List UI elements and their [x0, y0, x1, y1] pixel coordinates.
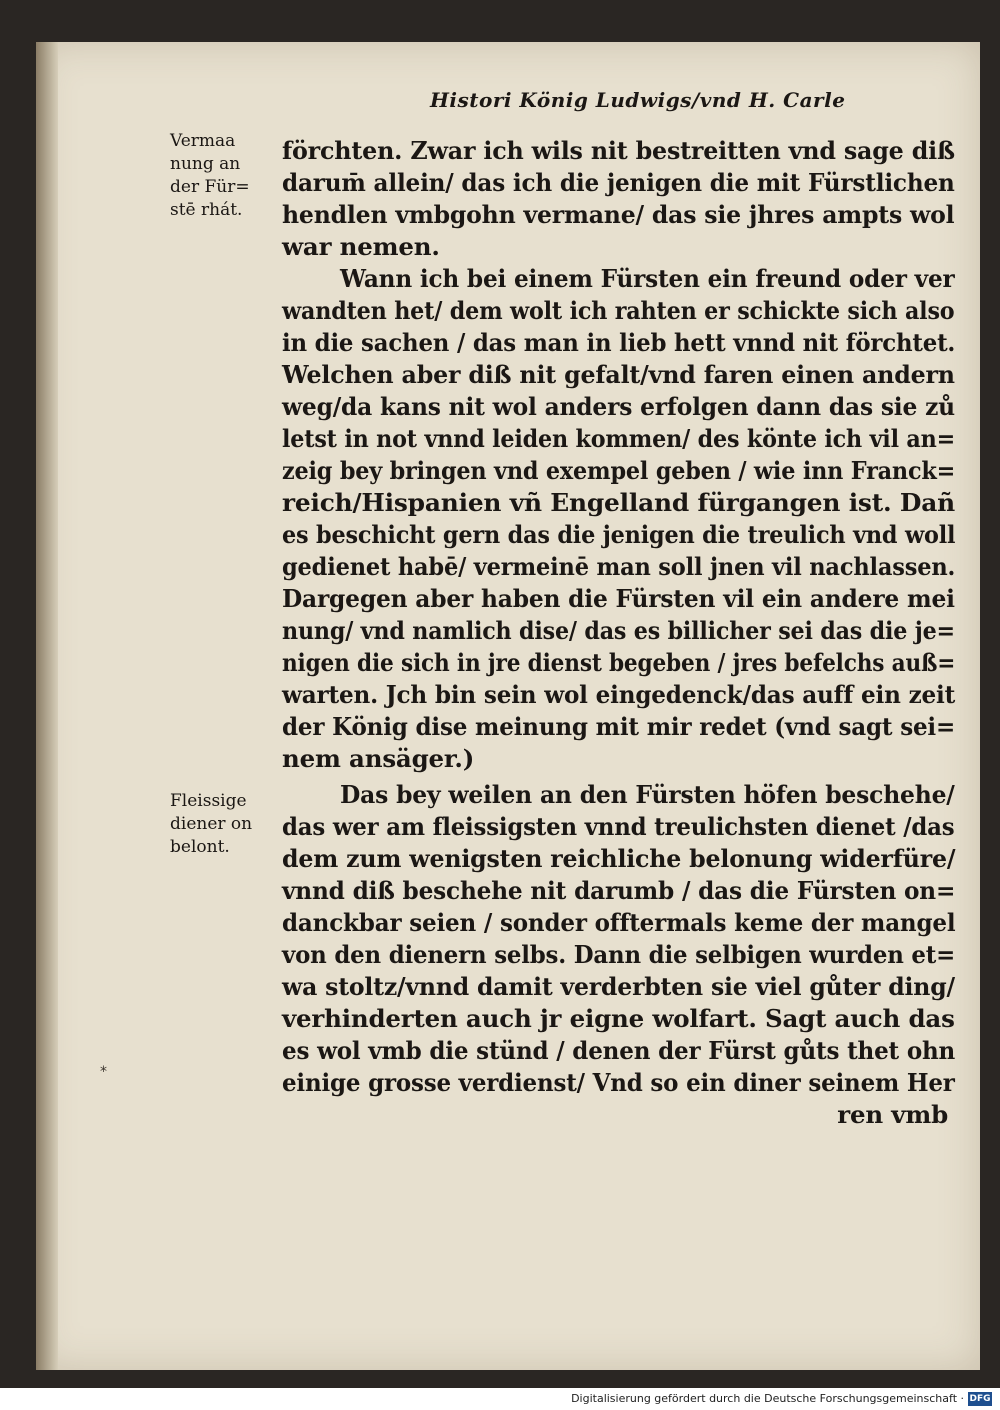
- text-line: danckbar seien / sonder offtermals keme der mangel: [282, 908, 956, 937]
- text-line: hendlen vmbgohn vermane/ das sie jhres ampts wol: [282, 200, 955, 229]
- text-line: nigen die sich in jre dienst begeben / jres befelchs auß=: [282, 648, 956, 677]
- text-line: wa stoltz/vnnd damit verderbten sie viel gůter ding/: [282, 972, 955, 1001]
- margin-note-line: der Für=: [170, 177, 250, 197]
- text-line: verhinderten auch jr eigne wolfart. Sagt auch das: [282, 1004, 955, 1033]
- text-line: es wol vmb die stünd / denen der Fürst gůts thet ohn: [282, 1036, 956, 1065]
- footer-bar: [0, 1388, 1000, 1410]
- catchword: ren vmb: [837, 1100, 948, 1129]
- text-line: vnnd diß beschehe nit darumb / das die Fürsten on=: [282, 876, 956, 905]
- text-line: nung/ vnd namlich dise/ das es billicher sei das die je=: [282, 616, 955, 645]
- text-line: der König dise meinung mit mir redet (vnd sagt sei=: [282, 712, 956, 741]
- margin-note-line: nung an: [170, 154, 241, 174]
- text-line: warten. Jch bin sein wol eingedenck/das auff ein zeit: [282, 680, 956, 709]
- text-line: in die sachen / das man in lieb hett vnnd nit förchtet.: [282, 328, 956, 357]
- text-line: Wann ich bei einem Fürsten ein freund oder ver: [340, 264, 955, 293]
- page-gutter-shadow: [36, 42, 58, 1370]
- margin-note-line: Fleissige: [170, 791, 247, 811]
- text-line: Das bey weilen an den Fürsten höfen beschehe/: [340, 780, 955, 809]
- text-line: es beschicht gern das die jenigen die treulich vnd woll: [282, 520, 956, 549]
- margin-note-line: Vermaa: [170, 131, 236, 151]
- margin-note-1: [170, 130, 250, 222]
- text-line: Welchen aber diß nit gefalt/vnd faren einen andern: [282, 360, 955, 389]
- text-line: das wer am fleissigsten vnnd treulichsten dienet /das: [282, 812, 955, 841]
- text-line: darum̄ allein/ das ich die jenigen die mit Fürstlichen: [282, 168, 955, 197]
- text-line: weg/da kans nit wol anders erfolgen dann das sie zů: [282, 392, 955, 421]
- text-line: wandten het/ dem wolt ich rahten er schickte sich also: [282, 296, 955, 325]
- text-line: letst in not vnnd leiden kommen/ des könte ich vil an=: [282, 424, 956, 453]
- dfg-logo-icon: DFG: [969, 1394, 991, 1404]
- text-line: förchten. Zwar ich wils nit bestreitten vnd sage diß: [282, 136, 955, 165]
- margin-note-line: stē rhát.: [170, 200, 243, 220]
- text-line: von den dienern selbs. Dann die selbigen wurden et=: [282, 940, 956, 969]
- text-line: nem ansäger.): [282, 744, 475, 773]
- asterisk-mark: *: [100, 1064, 107, 1080]
- margin-note-2: [170, 790, 252, 859]
- text-line: Dargegen aber haben die Fürsten vil ein andere mei: [282, 584, 955, 613]
- funding-credit: Digitalisierung gefördert durch die Deutsche Forschungsgemeinschaft ·: [571, 1392, 964, 1405]
- text-line: reich/Hispanien vñ Engelland fürgangen ist. Dañ: [282, 488, 955, 517]
- margin-note-line: belont.: [170, 837, 230, 857]
- running-header: Histori König Ludwigs/vnd H. Carle: [430, 88, 846, 112]
- margin-note-line: diener on: [170, 814, 253, 834]
- text-line: zeig bey bringen vnd exempel geben / wie inn Franck=: [282, 456, 956, 485]
- text-line: dem zum wenigsten reichliche belonung widerfüre/: [282, 844, 956, 873]
- text-line: gedienet habē/ vermeinē man soll jnen vil nachlassen.: [282, 552, 956, 581]
- text-line: einige grosse verdienst/ Vnd so ein diner seinem Her: [282, 1068, 955, 1097]
- text-line: war nemen.: [282, 232, 440, 261]
